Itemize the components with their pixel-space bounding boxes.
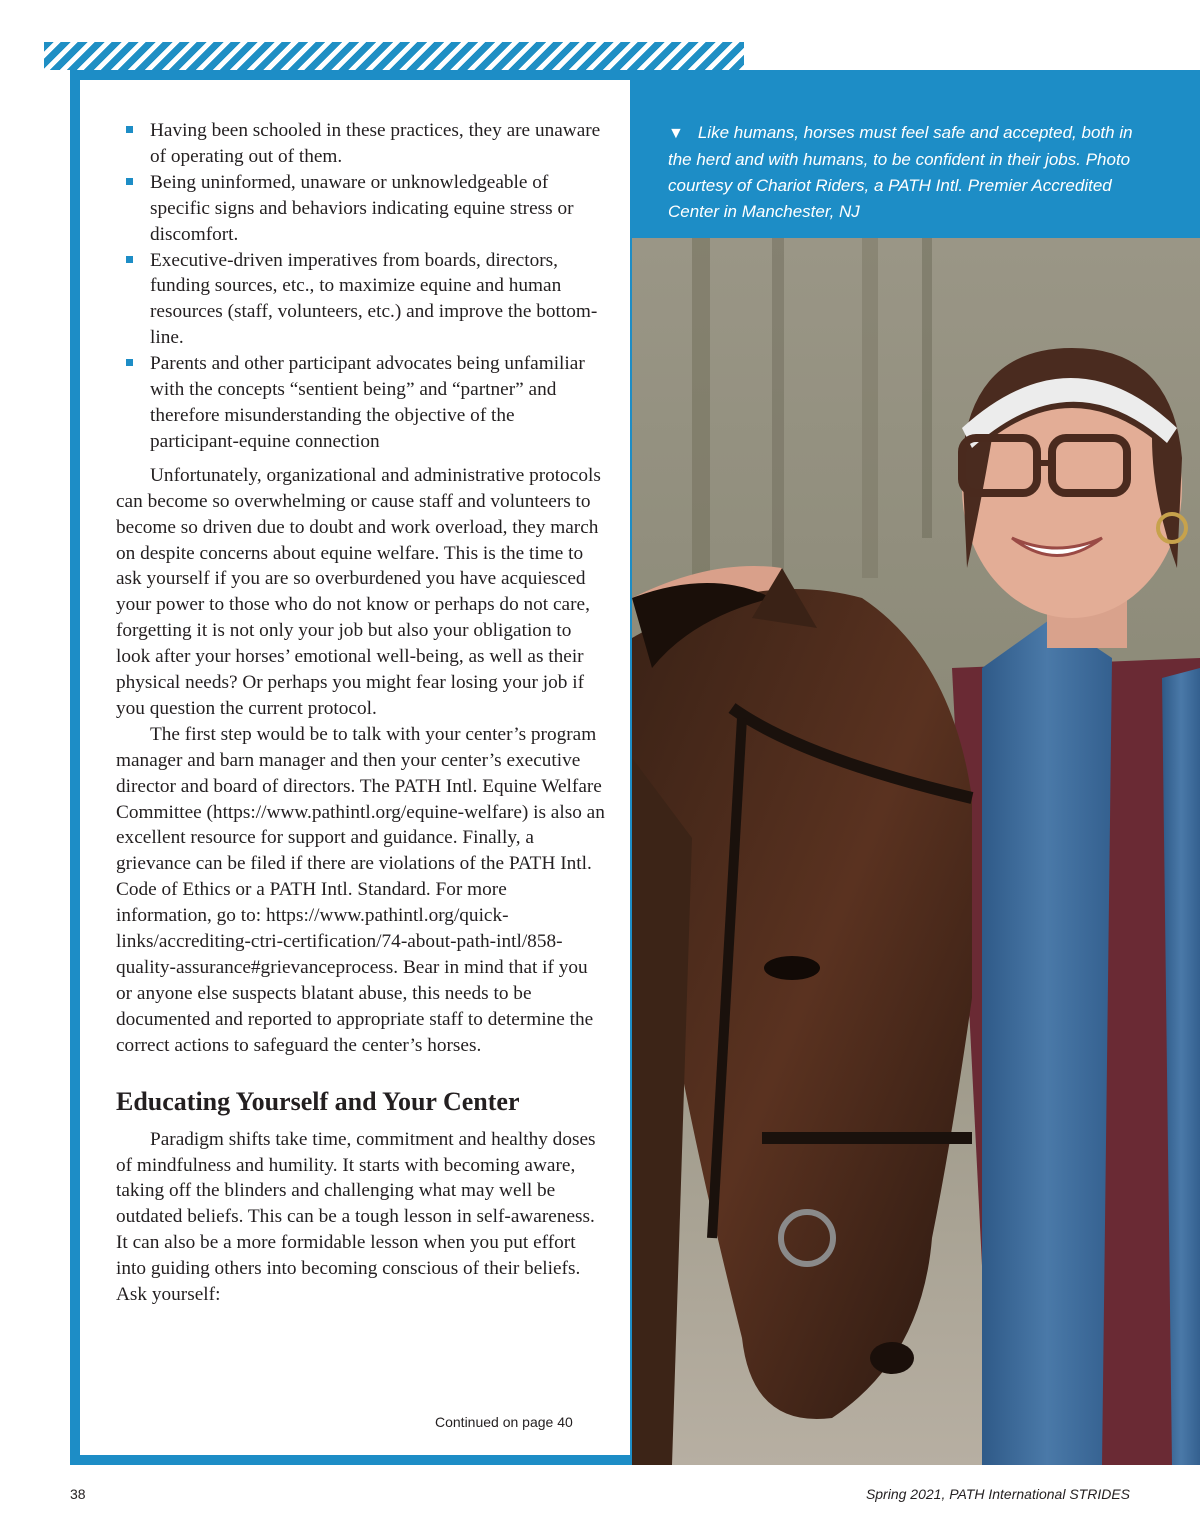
- photo-caption: [668, 120, 1138, 225]
- decorative-stripe-bar: [44, 42, 744, 70]
- bullet-list: [116, 118, 606, 455]
- body-paragraph: Paradigm shifts take time, commitment and healthy doses of mindfulness and humility. It starts with becoming aware, taking off the blinders and challenging what may well be outdated beliefs. This can be a tough lesson in self-awareness. It can also be a more formidable lesson when you put effort into guiding others into becoming conscious of their beliefs. Ask yourself:: [116, 1128, 596, 1306]
- bullet-item: Executive-driven imperatives from boards, directors, funding sources, etc., to maximize equine and human resources (staff, volunteers, etc.) and improve the bottom-line.: [116, 248, 606, 352]
- bullet-item: Having been schooled in these practices, they are unaware of operating out of them.: [116, 118, 606, 170]
- caption-text: Like humans, horses must feel safe and accepted, both in the herd and with humans, to be confident in their jobs. Photo courtesy of Chariot Riders, a PATH Intl. Premier Accredited Center in Manchester, NJ: [668, 123, 1133, 221]
- page-number: 38: [70, 1486, 86, 1502]
- continued-note: Continued on page 40: [435, 1414, 573, 1430]
- caption-marker-icon: ▼: [668, 125, 684, 142]
- bullet-item: Being uninformed, unaware or unknowledgeable of specific signs and behaviors indicating equine stress or discomfort.: [116, 170, 606, 248]
- section-heading: Educating Yourself and Your Center: [116, 1086, 520, 1116]
- horse-photo: [632, 238, 1200, 1465]
- running-title: Spring 2021, PATH International STRIDES: [865, 1486, 1130, 1502]
- body-paragraph: The first step would be to talk with your center’s program manager and barn manager and then your center’s executive director and board of directors. The PATH Intl. Equine Welfare Committee (https://www.pathintl.org/equine-welfare) is also an excellent resource for support and guidance. Finally, a grievance can be filed if there are violations of the PATH Intl. Code of Ethics or a PATH Intl. Standard. For more information, go to: https://www.pathintl.org/quick-links/accrediting-ctri-certification/74-about-path-intl/858-quality-assurance#grievanceprocess. Bear in mind that if you or anyone else suspects blatant abuse, this needs to be documented and reported to appropriate staff to determine the correct actions to safeguard the center’s horses.: [116, 723, 605, 1056]
- article-column: [116, 118, 606, 1308]
- bullet-item: Parents and other participant advocates being unfamiliar with the concepts “sentient being” and “partner” and therefore misunderstanding the objective of the participant-equine connection: [116, 351, 606, 455]
- body-paragraph: Unfortunately, organizational and administrative protocols can become so overwhelming or cause staff and volunteers to become so driven due to doubt and work overload, they march on despite concerns about equine welfare. This is the time to ask yourself if you are so overburdened you have acquiesced your power to those who do not know or perhaps do not care, forgetting it is not only your job but also your obligation to look after your horses’ emotional well-being, as well as their physical needs? Or perhaps you might fear losing your job if you question the current protocol.: [116, 464, 601, 719]
